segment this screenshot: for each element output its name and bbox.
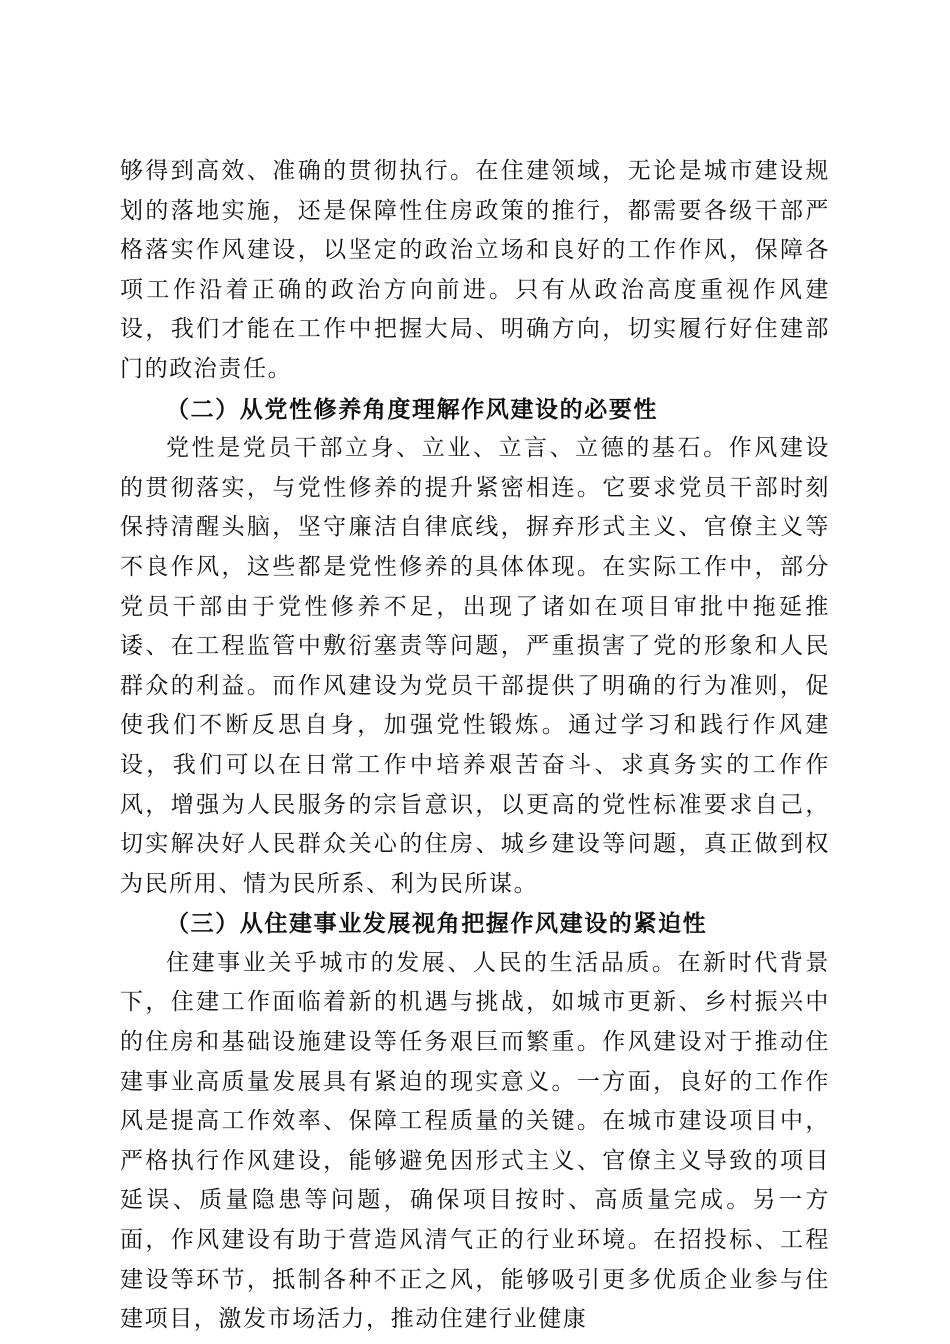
- document-page: [120, 152, 830, 1340]
- body-paragraph-party-spirit: 党性是党员干部立身、立业、立言、立德的基石。作风建设的贯彻落实，与党性修养的提升紧密相连。它要求党员干部时刻保持清醒头脑，坚守廉洁自律底线，摒弃形式主义、官僚主义等不良作风，这些都是党性修养的具体体现。在实际工作中，部分党员干部由于党性修养不足，出现了诸如在项目审批中拖延推诿、在工程监管中敷衍塞责等问题，严重损害了党的形象和人民群众的利益。而作风建设为党员干部提供了明确的行为准则，促使我们不断反思自身，加强党性锻炼。通过学习和践行作风建设，我们可以在日常工作中培养艰苦奋斗、求真务实的工作作风，增强为人民服务的宗旨意识，以更高的党性标准要求自己，切实解决好人民群众关心的住房、城乡建设等问题，真正做到权为民所用、情为民所系、利为民所谋。: [120, 435, 830, 897]
- body-paragraph-continuation: 够得到高效、准确的贯彻执行。在住建领域，无论是城市建设规划的落地实施，还是保障性住房政策的推行，都需要各级干部严格落实作风建设，以坚定的政治立场和良好的工作作风，保障各项工作沿着正确的政治方向前进。只有从政治高度重视作风建设，我们才能在工作中把握大局、明确方向，切实履行好住建部门的政治责任。: [120, 158, 830, 382]
- section-heading-2: （二）从党性修养角度理解作风建设的必要性: [166, 395, 658, 423]
- section-heading-3: （三）从住建事业发展视角把握作风建设的紧迫性: [166, 910, 708, 938]
- body-paragraph-housing-construction: 住建事业关乎城市的发展、人民的生活品质。在新时代背景下，住建工作面临着新的机遇与挑战，如城市更新、乡村振兴中的住房和基础设施建设等任务艰巨而繁重。作风建设对于推动住建事业高质量发展具有紧迫的现实意义。一方面，良好的工作作风是提高工作效率、保障工程质量的关键。在城市建设项目中，严格执行作风建设，能够避免因形式主义、官僚主义导致的项目延误、质量隐患等问题，确保项目按时、高质量完成。另一方面，作风建设有助于营造风清气正的行业环境。在招投标、工程建设等环节，抵制各种不正之风，能够吸引更多优质企业参与住建项目，激发市场活力，推动住建行业健康: [120, 949, 830, 1333]
